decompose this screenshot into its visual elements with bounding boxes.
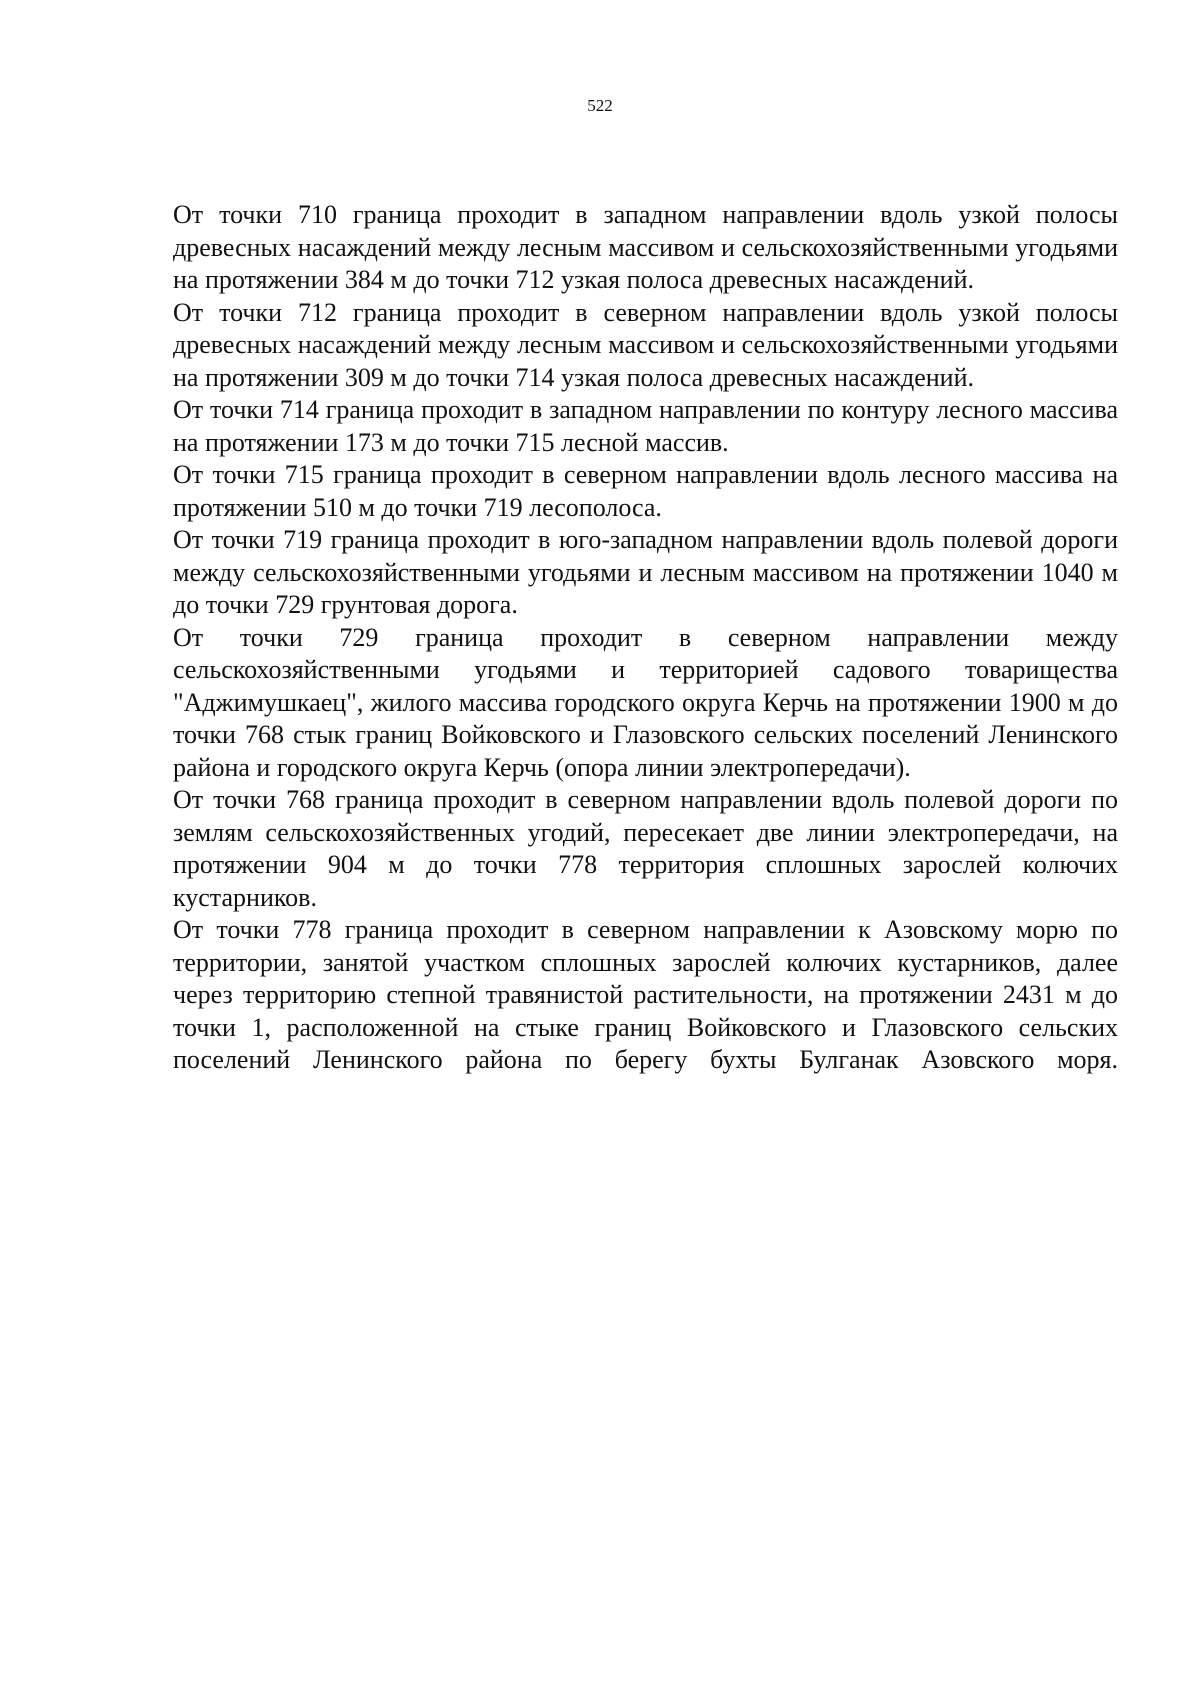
document-body xyxy=(173,199,1118,1077)
paragraph-point-768: От точки 768 граница проходит в северном направлении вдоль полевой дороги по землям сельскохозяйственных угодий, пересекает две линии электропередачи, на протяжении 904 м до точки 778 территория сплошных зарослей колючих кустарников. xyxy=(173,785,1118,912)
paragraph-point-712: От точки 712 граница проходит в северном направлении вдоль узкой полосы древесных насаждений между лесным массивом и сельскохозяйственными угодьями на протяжении 309 м до точки 714 узкая полоса древесных насаждений. xyxy=(173,297,1118,392)
paragraph-point-710: От точки 710 граница проходит в западном направлении вдоль узкой полосы древесных насаждений между лесным массивом и сельскохозяйственными угодьями на протяжении 384 м до точки 712 узкая полоса древесных насаждений. xyxy=(173,200,1118,294)
paragraph-point-778: От точки 778 граница проходит в северном направлении к Азовскому морю по территории, занятой участком сплошных зарослей колючих кустарников, далее через территорию степной травянистой растительности, на протяжении 2431 м до точки 1, расположенной на стыке границ Войковского и Глазовского сельских поселений Ленинского района по берегу бухты Булганак Азовского моря. xyxy=(173,915,1118,1074)
paragraph-point-719: От точки 719 граница проходит в юго-западном направлении вдоль полевой дороги между сельскохозяйственными угодьями и лесным массивом на протяжении 1040 м до точки 729 грунтовая дорога. xyxy=(173,525,1118,619)
paragraph-point-714: От точки 714 граница проходит в западном направлении по контуру лесного массива на протяжении 173 м до точки 715 лесной массив. xyxy=(173,395,1118,457)
paragraph-point-729: От точки 729 граница проходит в северном направлении между сельскохозяйственными угодьями и территорией садового товарищества "Аджимушкаец", жилого массива городского округа Керчь на протяжении 1900 м до точки 768 стык границ Войковского и Глазовского сельских поселений Ленинского района и городского округа Керчь (опора линии электропередачи). xyxy=(173,622,1118,782)
page-number: 522 xyxy=(587,96,613,115)
paragraph-point-715: От точки 715 граница проходит в северном направлении вдоль лесного массива на протяжении 510 м до точки 719 лесополоса. xyxy=(173,460,1118,522)
